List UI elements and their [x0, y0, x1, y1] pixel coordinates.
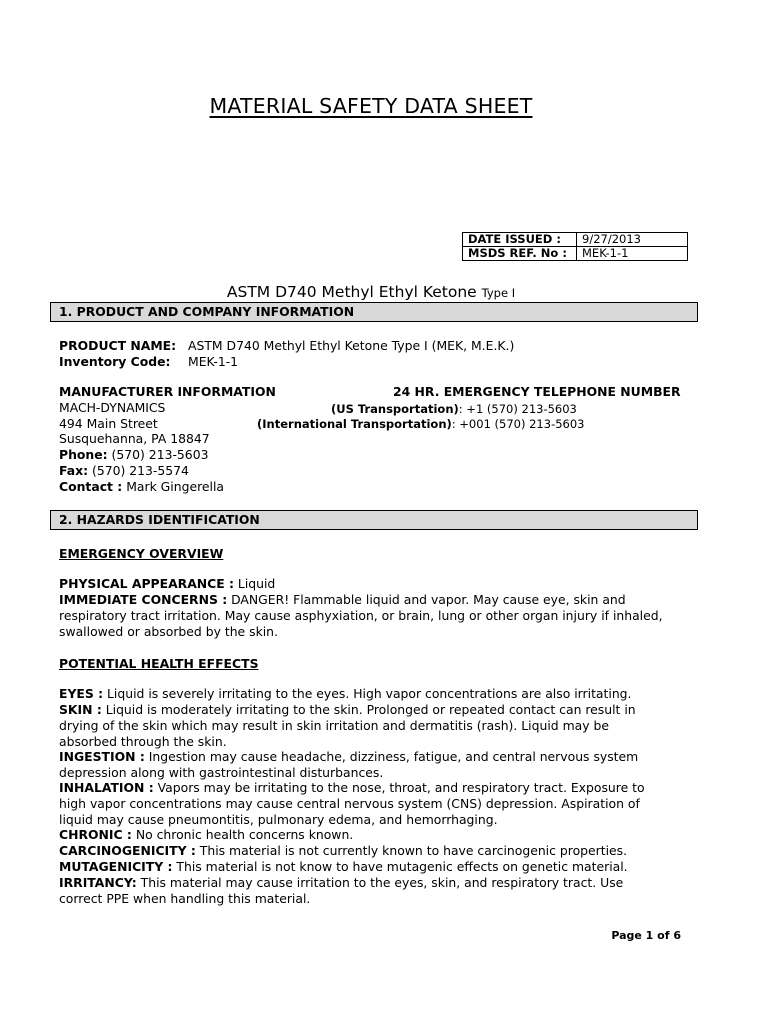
inhalation-effect	[59, 780, 645, 796]
chronic-effect	[59, 827, 353, 843]
inhalation-label: INHALATION :	[59, 780, 154, 795]
irritancy-line-1: This material may cause irritation to the eyes, skin, and respiratory tract. Use	[136, 875, 624, 890]
product-name-value: ASTM D740 Methyl Ethyl Ketone Type I (MEK, M.E.K.)	[188, 338, 515, 353]
intl-transport-label: (International Transportation)	[257, 417, 452, 431]
us-transport-value: : +1 (570) 213-5603	[458, 402, 577, 416]
reference-table	[462, 232, 688, 261]
product-name-label: PRODUCT NAME:	[59, 338, 177, 353]
immediate-concerns-line-2: respiratory tract irritation. May cause asphyxiation, or brain, lung or other organ injury if inhaled,	[59, 608, 663, 623]
contact-value: Mark Gingerella	[122, 479, 224, 494]
phone-value: (570) 213-5603	[107, 447, 209, 462]
phone-label: Phone:	[59, 447, 108, 462]
fax-value: (570) 213-5574	[88, 463, 189, 478]
section-2-header: 2. HAZARDS IDENTIFICATION	[50, 510, 698, 530]
irritancy-label: IRRITANCY:	[59, 875, 137, 890]
irritancy-effect	[59, 875, 623, 891]
company-contact	[59, 479, 224, 495]
company-street: 494 Main Street	[59, 416, 158, 431]
fax-label: Fax:	[59, 463, 89, 478]
date-issued-label: DATE ISSUED :	[463, 233, 577, 247]
mutagenicity-effect	[59, 859, 628, 875]
document-title: MATERIAL SAFETY DATA SHEET	[209, 94, 533, 118]
skin-line-3: absorbed through the skin.	[59, 734, 227, 749]
eyes-value: Liquid is severely irritating to the eyes. High vapor concentrations are also irritating.	[103, 686, 632, 701]
mutagenicity-label: MUTAGENICITY :	[59, 859, 173, 874]
intl-transport-value: : +001 (570) 213-5603	[451, 417, 585, 431]
company-city: Susquehanna, PA 18847	[59, 431, 210, 446]
mutagenicity-value: This material is not know to have mutagenic effects on genetic material.	[172, 859, 628, 874]
inventory-code-value: MEK-1-1	[188, 354, 239, 369]
date-issued-value: 9/27/2013	[577, 233, 688, 247]
product-heading-suffix: Type I	[481, 286, 516, 300]
date-issued-row	[463, 233, 688, 247]
company-phone	[59, 447, 208, 463]
product-heading-main: ASTM D740 Methyl Ethyl Ketone	[226, 283, 477, 301]
immediate-concerns-line-3: swallowed or absorbed by the skin.	[59, 624, 278, 639]
msds-ref-label: MSDS REF. No :	[463, 247, 577, 261]
page-number: Page 1 of 6	[611, 929, 681, 942]
physical-appearance	[59, 576, 275, 592]
carcinogenicity-label: CARCINOGENICITY :	[59, 843, 196, 858]
inhalation-line-1: Vapors may be irritating to the nose, throat, and respiratory tract. Exposure to	[153, 780, 645, 795]
immediate-concerns-line-1: DANGER! Flammable liquid and vapor. May cause eye, skin and	[227, 592, 626, 607]
ingestion-line-1: Ingestion may cause headache, dizziness, fatigue, and central nervous system	[144, 749, 639, 764]
inventory-code-label: Inventory Code:	[59, 354, 171, 369]
carcinogenicity-value: This material is not currently known to have carcinogenic properties.	[195, 843, 628, 858]
eyes-label: EYES :	[59, 686, 104, 701]
skin-label: SKIN :	[59, 702, 102, 717]
us-transport-label: (US Transportation)	[331, 402, 459, 416]
ingestion-effect	[59, 749, 638, 765]
inhalation-line-2: high vapor concentrations may cause central nervous system (CNS) depression. Aspiration of	[59, 796, 640, 811]
irritancy-line-2: correct PPE when handling this material.	[59, 891, 311, 906]
physical-appearance-value: Liquid	[233, 576, 276, 591]
contact-label: Contact :	[59, 479, 123, 494]
intl-transport-line	[257, 416, 584, 432]
emergency-overview-heading: EMERGENCY OVERVIEW	[59, 546, 224, 561]
eyes-effect	[59, 686, 631, 702]
chronic-value: No chronic health concerns known.	[131, 827, 354, 842]
company-name: MACH-DYNAMICS	[59, 400, 166, 415]
company-fax	[59, 463, 189, 479]
skin-effect	[59, 702, 636, 718]
emergency-phone-header: 24 HR. EMERGENCY TELEPHONE NUMBER	[393, 384, 681, 399]
manufacturer-info-header: MANUFACTURER INFORMATION	[59, 384, 276, 399]
chronic-label: CHRONIC :	[59, 827, 132, 842]
skin-line-1: Liquid is moderately irritating to the skin. Prolonged or repeated contact can result in	[101, 702, 636, 717]
physical-appearance-label: PHYSICAL APPEARANCE :	[59, 576, 234, 591]
carcinogenicity-effect	[59, 843, 627, 859]
ingestion-line-2: depression along with gastrointestinal disturbances.	[59, 765, 384, 780]
us-transport-line	[331, 401, 577, 417]
ingestion-label: INGESTION :	[59, 749, 145, 764]
msds-ref-value: MEK-1-1	[577, 247, 688, 261]
immediate-concerns-label: IMMEDIATE CONCERNS :	[59, 592, 228, 607]
section-1-header: 1. PRODUCT AND COMPANY INFORMATION	[50, 302, 698, 322]
msds-ref-row	[463, 247, 688, 261]
inhalation-line-3: liquid may cause pneumontitis, pulmonary edema, and hemorrhaging.	[59, 812, 498, 827]
immediate-concerns	[59, 592, 626, 608]
product-heading	[0, 283, 742, 301]
potential-health-effects-heading: POTENTIAL HEALTH EFFECTS	[59, 656, 259, 671]
skin-line-2: drying of the skin which may result in skin irritation and dermatitis (rash). Liquid may be	[59, 718, 609, 733]
